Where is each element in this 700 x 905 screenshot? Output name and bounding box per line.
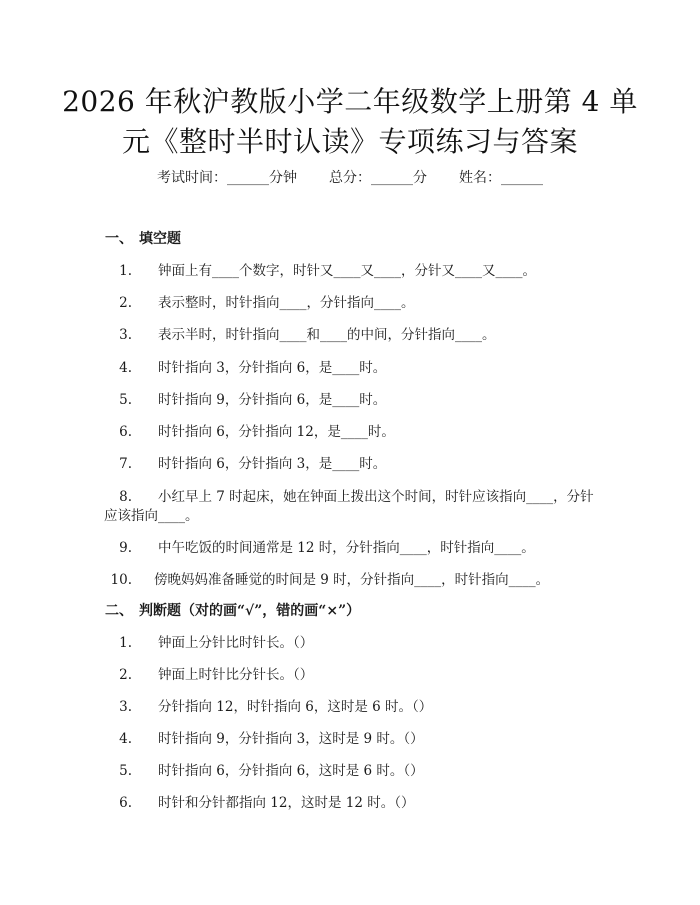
judge-question-1: 1. 钟面上分针比时针长。（） (119, 635, 314, 651)
judge-question-5: 5. 时针指向 6，分针指向 6，这时是 6 时。（） (119, 763, 424, 779)
fill-question-10: 10. 傍晚妈妈准备睡觉的时间是 9 时，分针指向____，时针指向____。 (110, 572, 550, 588)
judge-question-6: 6. 时针和分针都指向 12，这时是 12 时。（） (119, 795, 415, 811)
section-number: 一、 (105, 231, 133, 247)
exam-score: 总分：______分 (329, 170, 427, 186)
section-number: 二、 (105, 603, 133, 619)
fill-question-4: 4. 时针指向 3，分针指向 6，是____时。 (119, 360, 387, 376)
exam-meta (0, 168, 700, 188)
fill-question-8-cont: 应该指向____。 (104, 508, 199, 524)
judge-question-3: 3. 分针指向 12，时针指向 6，这时是 6 时。（） (119, 699, 433, 715)
fill-question-9: 9. 中午吃饭的时间通常是 12 时，分针指向____，时针指向____。 (119, 540, 535, 556)
fill-question-6: 6. 时针指向 6，分针指向 12，是____时。 (119, 424, 395, 440)
student-name: 姓名：______ (459, 170, 543, 186)
fill-question-3: 3. 表示半时，时针指向____和____的中间，分针指向____。 (119, 327, 496, 343)
fill-question-2: 2. 表示整时，时针指向____，分针指向____。 (119, 295, 415, 311)
section-title: 填空题 (139, 231, 181, 247)
section-judge-heading (105, 601, 360, 621)
section-title: 判断题（对的画“√”，错的画“×”） (139, 603, 361, 619)
section-fill-heading (105, 229, 181, 249)
judge-question-4: 4. 时针指向 9，分针指向 3，这时是 9 时。（） (119, 731, 424, 747)
fill-question-1: 1. 钟面上有____个数字，时针又____又____，分针又____又____。 (119, 263, 536, 279)
page-title-line2: 元《整时半时认读》专项练习与答案 (121, 125, 578, 158)
exam-time: 考试时间：______分钟 (157, 170, 297, 186)
fill-question-5: 5. 时针指向 9，分针指向 6，是____时。 (119, 392, 387, 408)
page-title-line1: 2026 年秋沪教版小学二年级数学上册第 4 单 (62, 85, 638, 118)
judge-question-2: 2. 钟面上时针比分针长。（） (119, 667, 314, 683)
fill-question-7: 7. 时针指向 6，分针指向 3，是____时。 (119, 456, 387, 472)
fill-question-8: 8. 小红早上 7 时起床，她在钟面上拨出这个时间，时针应该指向____，分针 (119, 489, 594, 505)
